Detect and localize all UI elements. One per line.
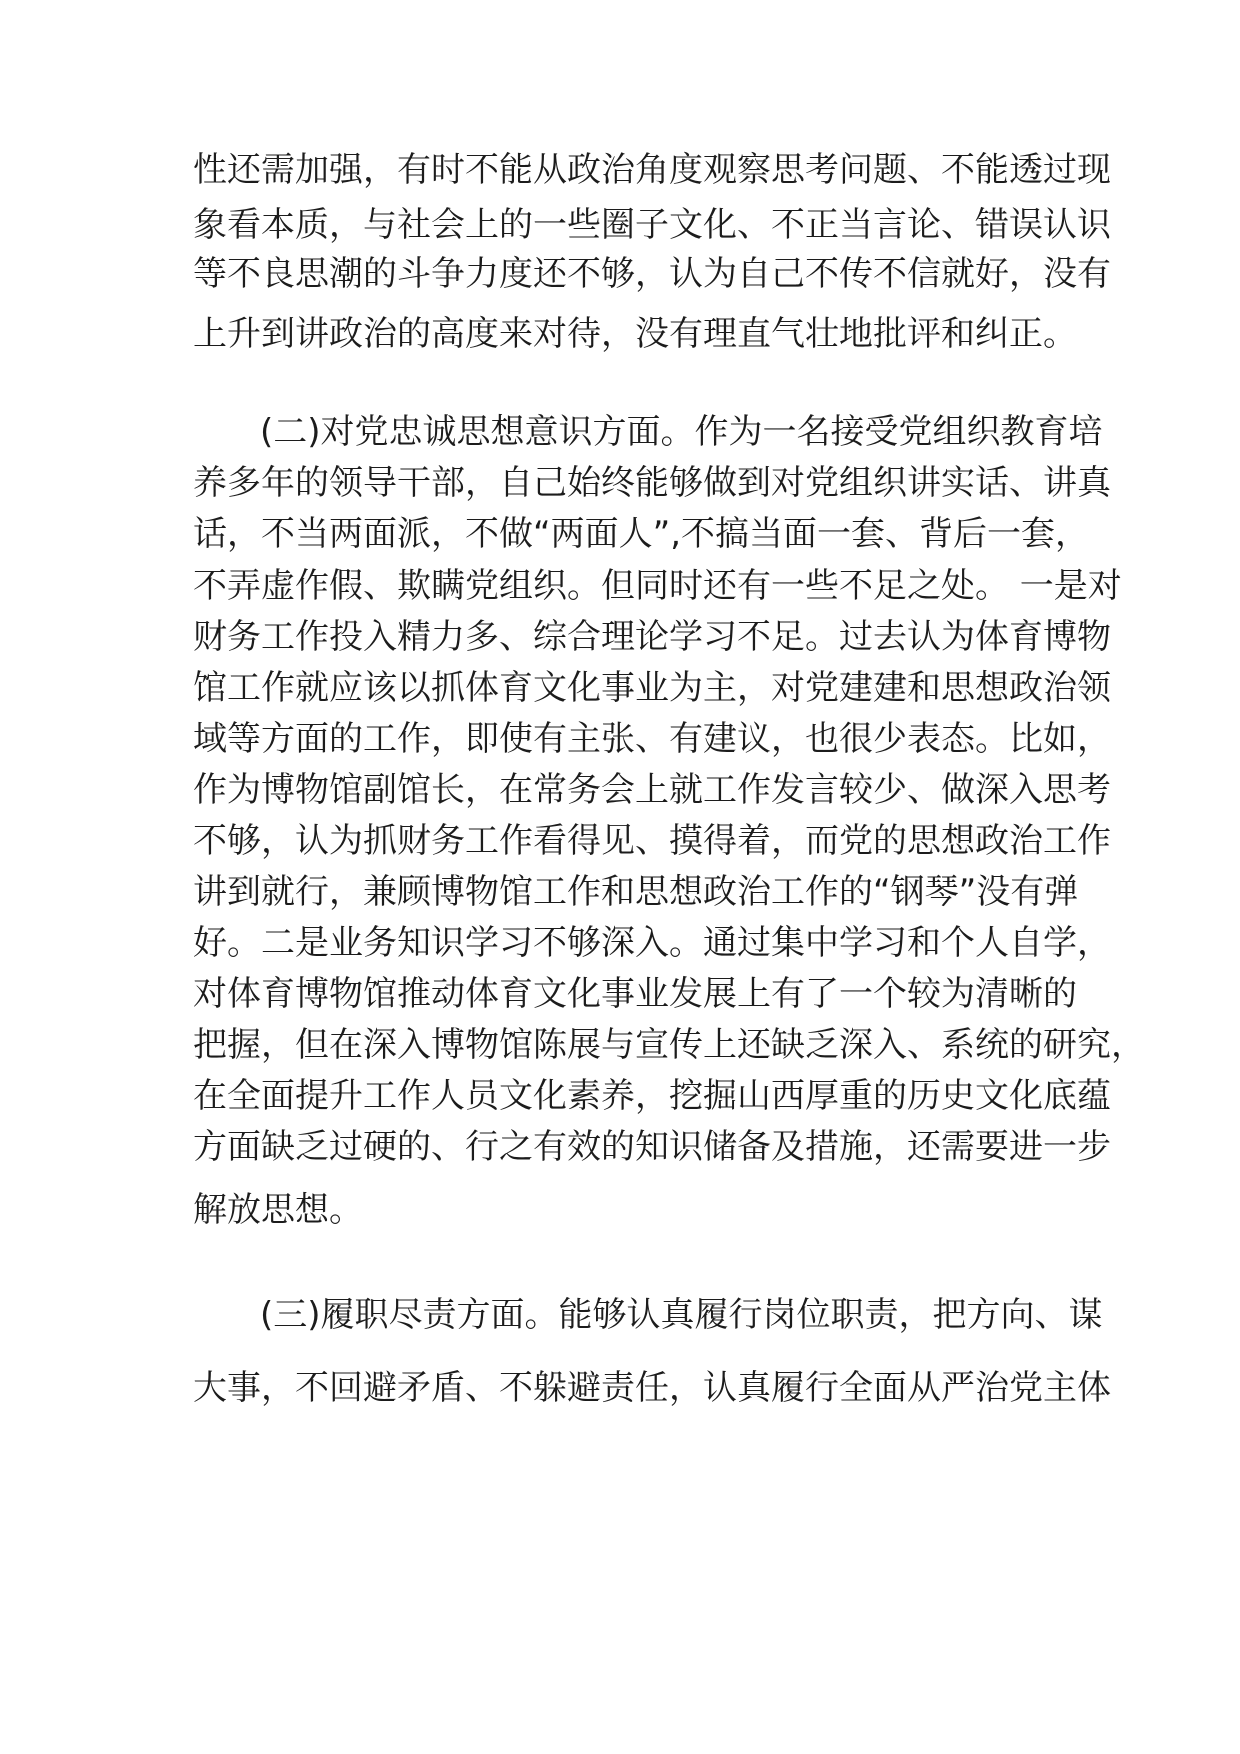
- text-line: 好。二是业务知识学习不够深入。通过集中学习和个人自学，: [193, 923, 1111, 963]
- text-line: 大事，不回避矛盾、不躲避责任，认真履行全面从严治党主体: [193, 1368, 1111, 1408]
- text-line: 性还需加强，有时不能从政治角度观察思考问题、不能透过现: [193, 150, 1111, 190]
- text-line: 不够，认为抓财务工作看得见、摸得着，而党的思想政治工作: [193, 821, 1111, 861]
- paragraph-heading-line: (三)履职尽责方面。能够认真履行岗位职责，把方向、谋: [260, 1295, 1103, 1335]
- text-line: 等不良思潮的斗争力度还不够，认为自己不传不信就好，没有: [193, 254, 1111, 294]
- paragraph-heading-line: (二)对党忠诚思想意识方面。作为一名接受党组织教育培: [260, 412, 1103, 452]
- text-line: 不弄虚作假、欺瞒党组织。但同时还有一些不足之处。 一是对: [193, 566, 1122, 606]
- text-line: 馆工作就应该以抓体育文化事业为主，对党建建和思想政治领: [193, 668, 1111, 708]
- text-line: 域等方面的工作，即使有主张、有建议，也很少表态。比如，: [193, 719, 1111, 759]
- text-line: 解放思想。: [193, 1190, 363, 1230]
- text-line: 对体育博物馆推动体育文化事业发展上有了一个较为清晰的: [193, 974, 1077, 1014]
- text-line: 养多年的领导干部，自己始终能够做到对党组织讲实话、讲真: [193, 463, 1111, 503]
- text-line: 方面缺乏过硬的、行之有效的知识储备及措施，还需要进一步: [193, 1127, 1111, 1167]
- text-line: 象看本质，与社会上的一些圈子文化、不正当言论、错误认识: [193, 205, 1111, 245]
- text-line: 上升到讲政治的高度来对待，没有理直气壮地批评和纠正。: [193, 314, 1077, 354]
- text-line: 把握，但在深入博物馆陈展与宣传上还缺乏深入、系统的研究，: [193, 1025, 1145, 1065]
- text-line: 在全面提升工作人员文化素养，挖掘山西厚重的历史文化底蕴: [193, 1076, 1111, 1116]
- text-line: 作为博物馆副馆长，在常务会上就工作发言较少、做深入思考: [193, 770, 1111, 810]
- text-line: 话，不当两面派，不做“两面人”,不搞当面一套、背后一套，: [193, 514, 1090, 554]
- text-line: 财务工作投入精力多、综合理论学习不足。过去认为体育博物: [193, 617, 1111, 657]
- text-line: 讲到就行，兼顾博物馆工作和思想政治工作的“钢琴”没有弹: [193, 872, 1079, 912]
